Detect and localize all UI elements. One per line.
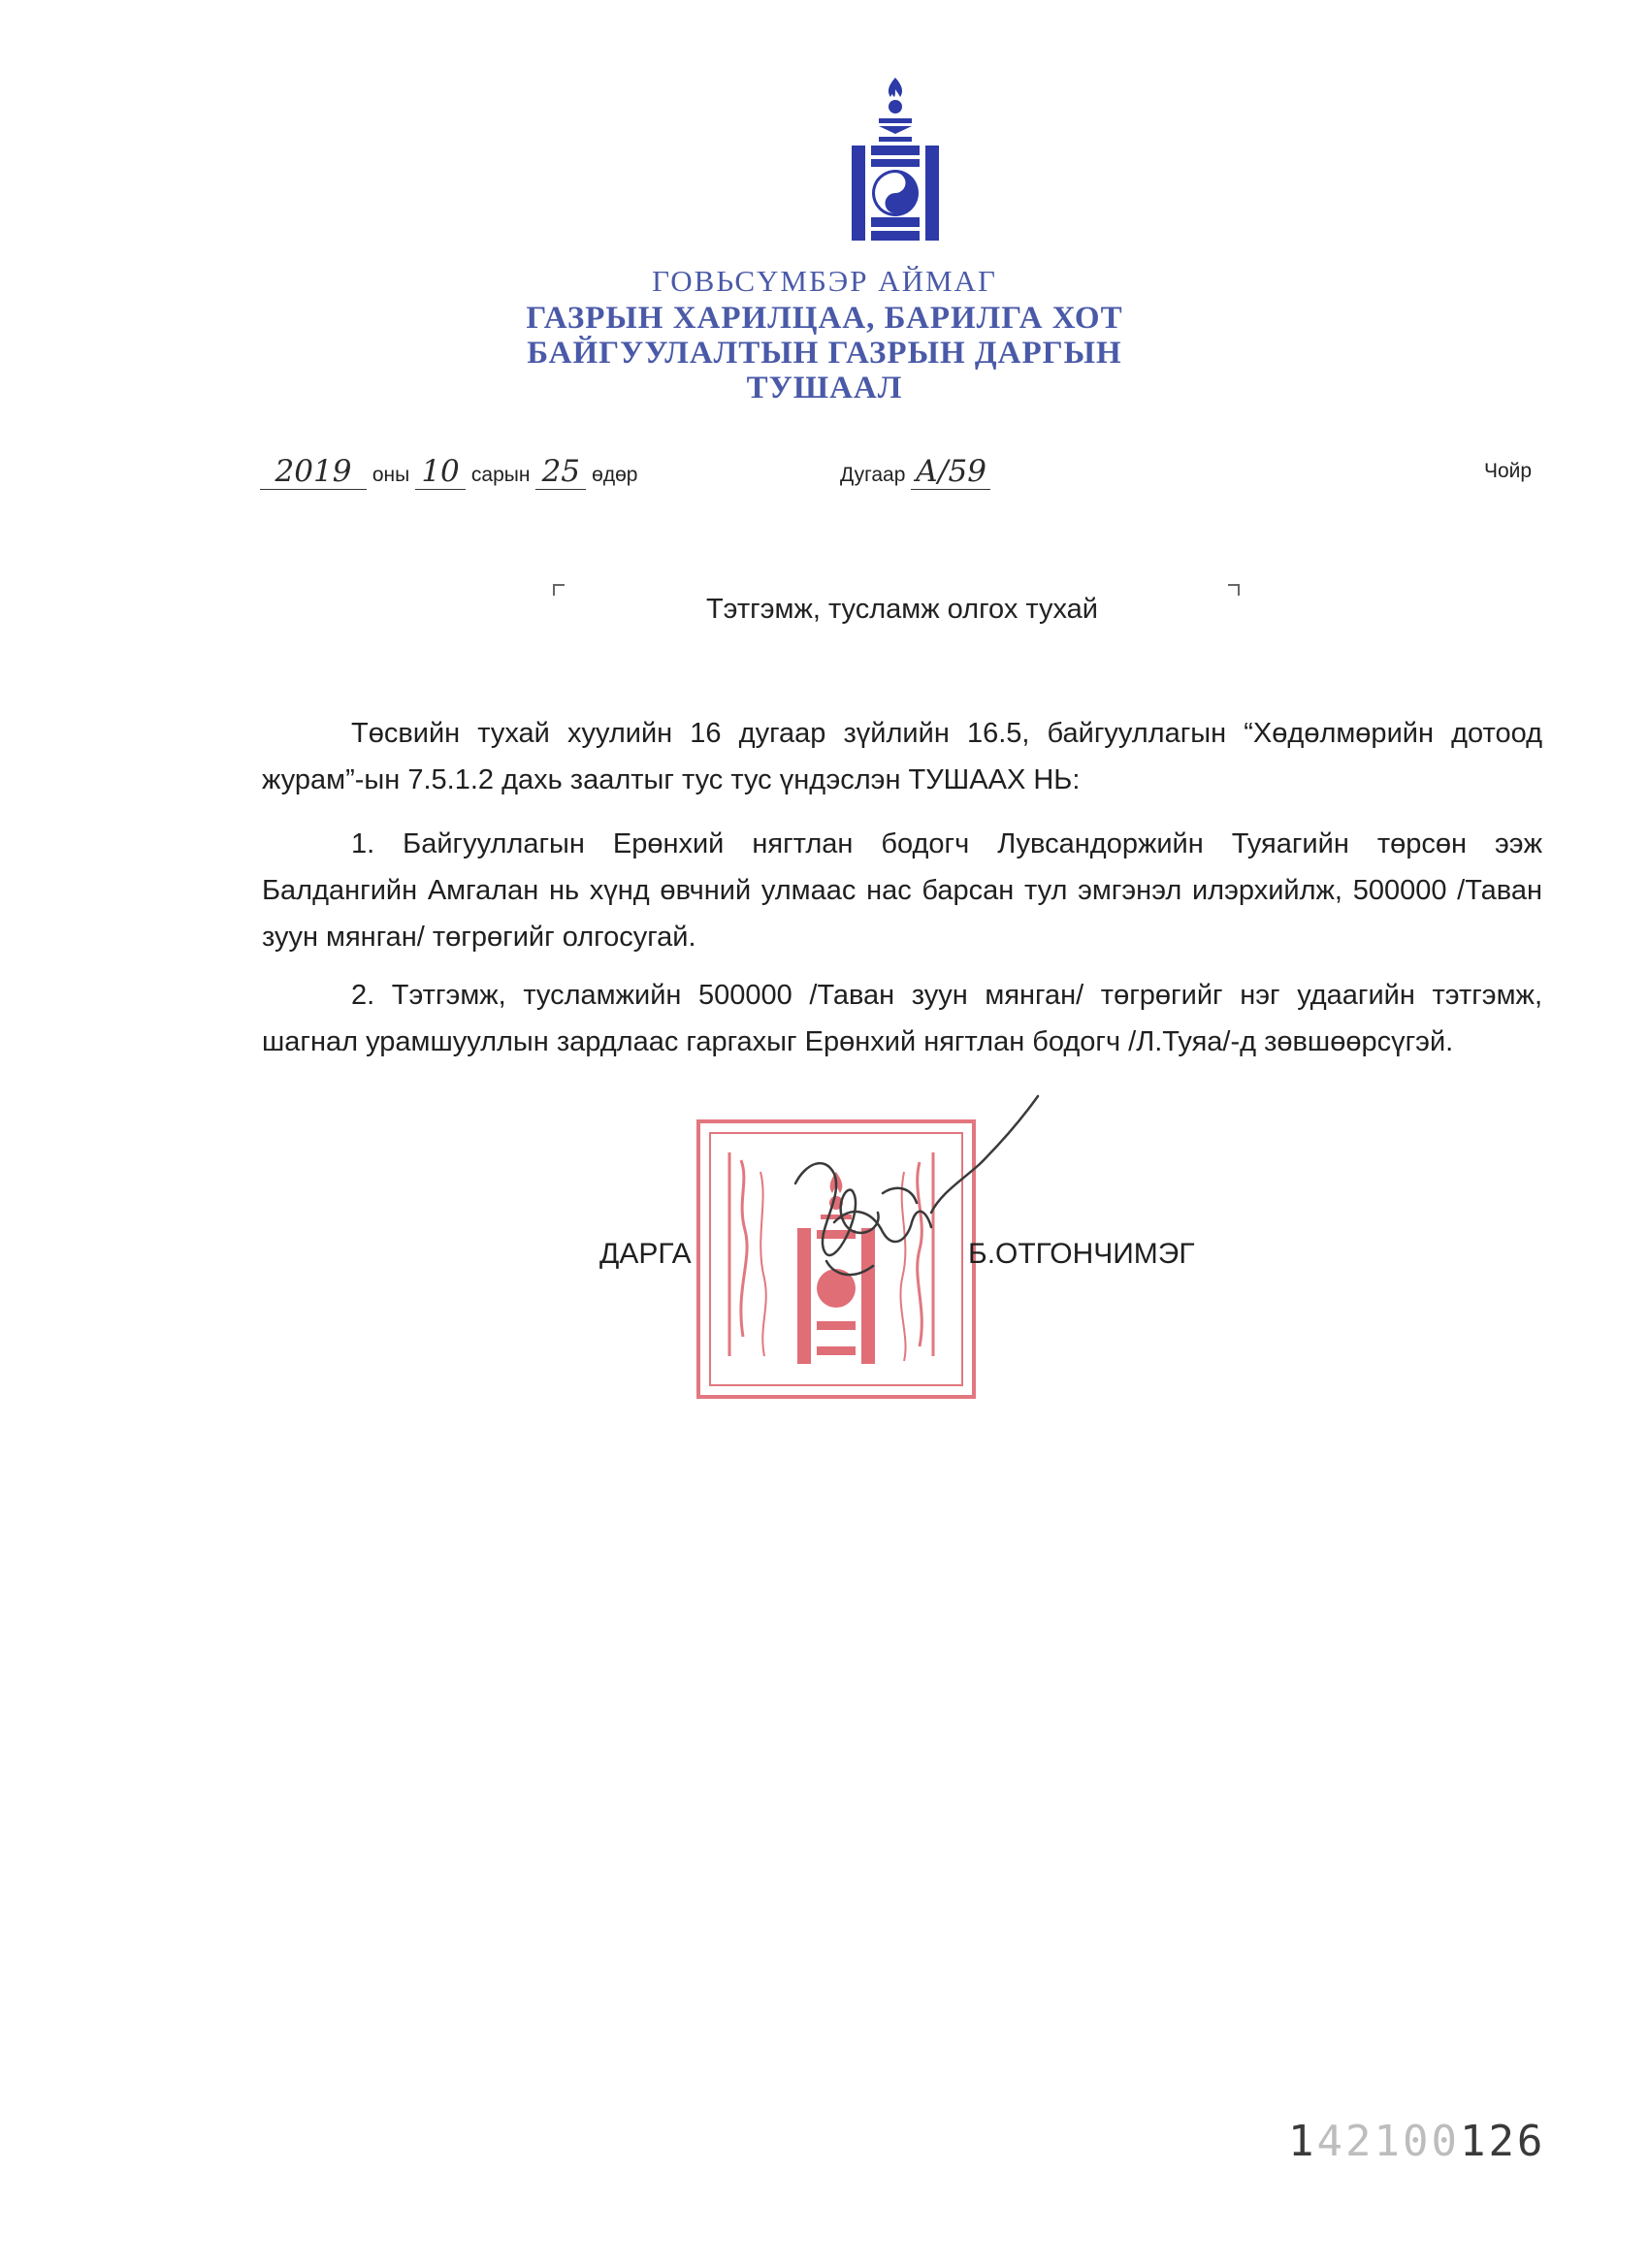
organization-name-line-1: ГАЗРЫН ХАРИЛЦАА, БАРИЛГА ХОТ [526, 301, 1123, 336]
date-day: 25 [535, 454, 586, 490]
signatory-title: ДАРГА [599, 1238, 692, 1270]
order-item-2 [262, 972, 1542, 1065]
intro-text: Төсвийн тухай хуулийн 16 дугаар зүйлийн 16.5, байгууллагын “Хөдөлмөрийн дотоод журам”-ын 7.5.1.2 дахь заалтыг тус тус үндэслэн ТУШААХ НЬ: [262, 718, 1542, 795]
year-label: оны [372, 464, 410, 486]
date-month: 10 [415, 454, 466, 490]
order-number [840, 454, 990, 490]
date-year: 2019 [260, 454, 367, 490]
signatory-name: Б.ОТГОНЧИМЭГ [968, 1238, 1195, 1270]
month-label: сарын [470, 464, 531, 486]
handwritten-signature-icon [737, 1067, 1057, 1319]
document-serial-number [1288, 2117, 1545, 2166]
serial-start: 1 [1288, 2117, 1317, 2166]
order-title: Тэтгэмж, тусламж олгох тухай [705, 594, 1099, 625]
day-label: өдөр [592, 464, 638, 486]
order-date [260, 454, 637, 490]
serial-end: 126 [1459, 2117, 1546, 2166]
order-place: Чойр [1484, 460, 1533, 482]
document-type: ТУШААЛ [746, 371, 903, 405]
order-item-2-text: 2. Тэтгэмж, тусламжийн 500000 /Таван зуун мянган/ төгрөгийг нэг удаагийн тэтгэмж, шагнал урамшууллын зардлаас гаргахыг Ерөнхий нягтлан бодогч /Л.Туяа/-д зөвшөөрсүгэй. [262, 980, 1542, 1057]
order-item-1 [262, 821, 1542, 960]
organization-name [0, 301, 1649, 371]
serial-faint: 42100 [1316, 2117, 1460, 2166]
aimag-name: ГОВЬСҮМБЭР АЙМАГ [652, 264, 997, 298]
soyombo-emblem-icon [850, 76, 941, 243]
order-item-1-text: 1. Байгууллагын Ерөнхий нягтлан бодогч Лувсандоржийн Туяагийн төрсөн ээж Балдангийн Амгалан нь хүнд өвчний улмаас нас барсан тул эмгэнэл илэрхийлж, 500000 /Таван зуун мянган/ төгрөгийг олгосугай. [262, 828, 1542, 953]
organization-name-line-2: БАЙГУУЛАЛТЫН ГАЗРЫН ДАРГЫН [527, 336, 1122, 371]
number-value: А/59 [911, 454, 990, 490]
number-label: Дугаар [840, 464, 906, 486]
intro-paragraph [262, 710, 1542, 803]
